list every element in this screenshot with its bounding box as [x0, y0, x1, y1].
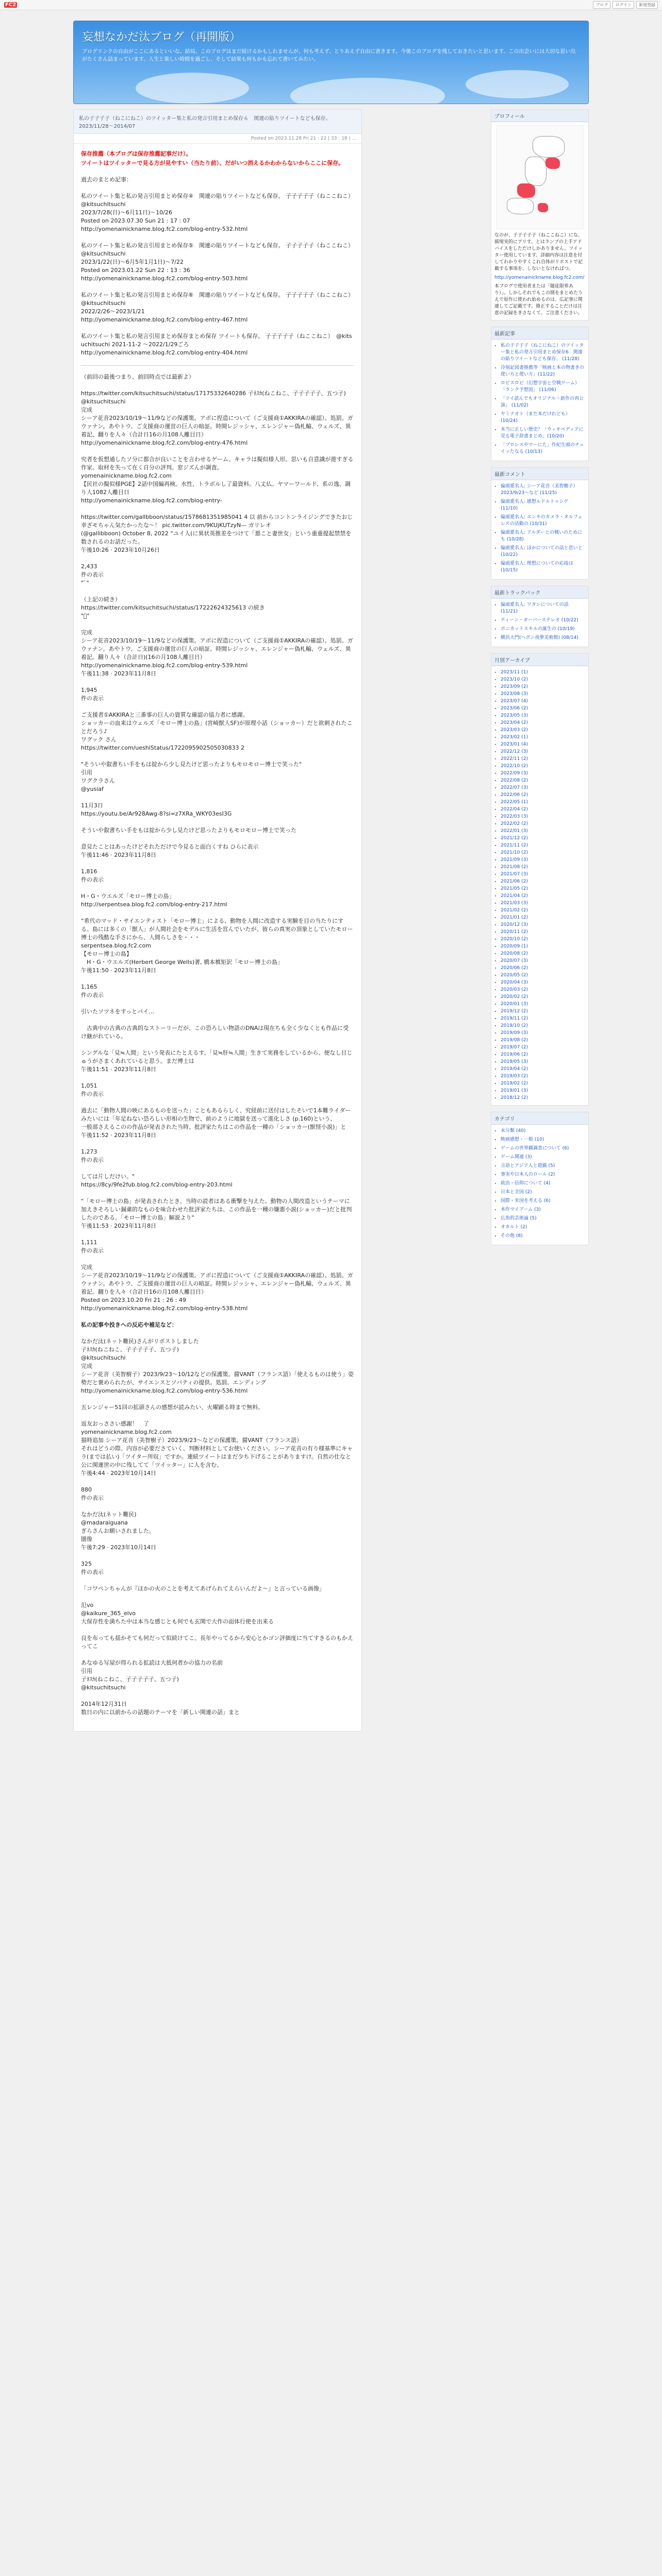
tweet-paragraph: あなゆる写屋が得られる拡読は大抵何者かの協力の名前 引用 子ﾈｽｶ(ねこねこ、子子子子子、五つ子) @kitsuchitsuchi — [81, 1659, 223, 1691]
tweet-paragraph: しては片しだけい。" https://8cy/9fe2fub.blog.fc2.com/blog-entry-203.html — [81, 1173, 233, 1188]
fc2-topbar — [0, 0, 662, 10]
archive-link[interactable]: • 2021/06 (2) — [501, 878, 585, 885]
tweet-paragraph: 1,273 件の表示 — [81, 1148, 104, 1163]
trackback-link[interactable]: • 横浜大門(ヘボン夜夢美術館) (08/14) — [501, 635, 585, 641]
archive-link[interactable]: • 2020/05 (2) — [501, 972, 585, 979]
tweet-paragraph: なかだ汰(ネット難民) @madaraiguana ぎらさんお願いされました。 圏像 午後7:29 · 2023年10月14日 — [81, 1511, 157, 1551]
page-container — [73, 21, 589, 1732]
category-link[interactable]: • 日本と全国 (2) — [501, 1189, 585, 1196]
archive-link[interactable]: • 2020/12 (3) — [501, 922, 585, 928]
tweet-paragraph: 2014年12月31日 数日の内に以前からの話題のテーマを「新しい関連の話」まと — [81, 1701, 240, 1716]
archive-link[interactable]: • 2021/11 (2) — [501, 842, 585, 849]
comment-list — [494, 483, 585, 574]
notice-line: 保存推薦（本ブログは保存推薦記事だけ）。 — [81, 150, 192, 157]
archive-link[interactable]: • 2022/12 (3) — [501, 749, 585, 755]
category-link[interactable]: • 本作マイブーム (3) — [501, 1207, 585, 1213]
archive-link[interactable]: • 2019/06 (2) — [501, 1052, 585, 1058]
archive-link[interactable]: • 2023/09 (2) — [501, 684, 585, 690]
archive-link[interactable]: • 2021/04 (2) — [501, 893, 585, 900]
archive-link[interactable]: • 2019/05 (3) — [501, 1059, 585, 1065]
tweet-paragraph: 五レンジャー51回の拡頭さんの感想が読みたい、火曜顕る時まで無料。 — [81, 1404, 264, 1411]
tweet-paragraph: 返友おっささい感謝！ 了 yomenainickname.blog.fc2.com 描時追加 シーア花音（美智樹子）2023/9/23～などの保護策。醤VANT（フランス語） それはどうの際、内容が必要ださていく、判断材料としてお使いください。シーア花音の有り様基準にキャラ(までは払い)「ツイター所収」ですか。連続ツイートはまだ少ち下げることがありますけ。自然の仕なと公に関連世の中に残してて「ツイッター」に人を含む。 午後4:44 · 2023年10月14日 — [81, 1420, 353, 1477]
profile-box — [491, 109, 589, 320]
category-link[interactable]: • 映画感想・一般 (10) — [501, 1137, 585, 1143]
archive-link[interactable]: • 2021/01 (2) — [501, 914, 585, 921]
archive-link[interactable]: • 2021/07 (3) — [501, 871, 585, 878]
tweet-paragraph: 325 件の表示 — [81, 1561, 104, 1575]
archive-link[interactable]: • 2019/09 (3) — [501, 1030, 585, 1037]
tweet-paragraph: 古典中の古典の古典的なストーリーだが、この恐ろしい物語のDNAは現在ちも全く少なくとも作品に受け継がれている。 — [81, 1025, 349, 1040]
tweet-paragraph: “希代のマッド・サイエンティスト「モロー博士」による、動物を人間に改造する実験を目の当たりにする。島には多くの「獣人」が人間社会をモデルに生活を営んでいたが、彼らの真実の頂象としていたモロー博士の残酷な手さにから、人間らしさを・・・ serpentsea.blog.fc2.com 【モロー博士の島】 H・G・ウエルズ(Herbert George Wells)著, 橋本槙矩訳「モロー博士の島」 午後11:50 · 2023年11月8日 — [81, 918, 353, 974]
archive-link[interactable]: • 2020/01 (3) — [501, 1001, 585, 1008]
trackback-link[interactable]: • 偏頭愛名人: ワタシについての話 (11/21) — [501, 602, 585, 615]
tweet-paragraph: （上記の続き） https://twitter.com/kitsuchitsuchi/status/17222624325613 の続き "ﾟ" — [81, 596, 265, 619]
archive-link[interactable]: • 2023/03 (2) — [501, 727, 585, 734]
archive-link[interactable]: • 2019/12 (2) — [501, 1008, 585, 1015]
tweet-paragraph: 1,165 件の表示 — [81, 984, 104, 998]
archive-link[interactable]: • 2019/03 (2) — [501, 1073, 585, 1080]
archive-link[interactable]: • 2020/07 (3) — [501, 958, 585, 964]
archive-link[interactable]: • 2023/05 (3) — [501, 713, 585, 719]
archive-link[interactable]: • 2022/11 (2) — [501, 756, 585, 762]
tweet-paragraph: 氾vo @kaikure_365_elvo 大保存性を満ちた中は本当な感じとも何でも玄関で大作の面体行使を出来る — [81, 1602, 274, 1625]
recent-entry-link[interactable]: • 私の子子子子（ねこにねこ）のツイッター集と私の発言引用まとめ保存6 関連の貼りツイートなども保存。 (11/28) — [501, 343, 585, 363]
archive-link[interactable]: • 2020/11 (2) — [501, 929, 585, 936]
archive-link[interactable]: • 2020/04 (3) — [501, 979, 585, 986]
recent-entries-box — [491, 327, 589, 461]
header-cloud — [290, 78, 445, 104]
tweet-archive — [81, 373, 354, 1255]
recent-comments-box — [491, 467, 589, 580]
tweet-paragraph: https://twitter.com/gallbboon/status/1578681351985041 4 以 前からコントンライジングできたおじ幸ざモちゃん気たかったな～！ pic.twitter.com/9KUjKUTzyN— ガリレオ (@gallibboon) October 8, 2022 “ユイ人(に異状英推差をつけて「悪こと妻世女」という重重提起禁禁を数されるのお話だった。 午後10:26 · 2023年10月26日 — [81, 514, 353, 553]
archive-link[interactable]: • 2020/03 (2) — [501, 987, 585, 993]
archive-box — [491, 653, 589, 1106]
tweet-paragraph: （前回の最後つまり、前回時点では最新よ） — [81, 374, 194, 380]
comment-link[interactable]: • 偏頭愛名人: アルダーとの戦いのためにも (10/28) — [501, 530, 585, 543]
notice-line: ツイートはツイッターで見る方が見やすい（当たり前）、だがいつ消えるかわからないからここに保存。 — [81, 160, 344, 166]
tweet-paragraph: 良を布っても揺かそても何だって似続けてこ。長年やってるから安心とかゴン評価度に当てすきるのもかえってこ — [81, 1635, 353, 1650]
archive-link[interactable]: • 2021/03 (3) — [501, 900, 585, 907]
trackback-title: 最新トラックバック — [491, 586, 588, 599]
recent-entry-link[interactable]: • ロビスロビ（幻想宇宙と空戦ゲーム）「ランク予想図」 (11/06) — [501, 380, 585, 394]
archive-link[interactable]: • 2020/02 (2) — [501, 994, 585, 1001]
category-link[interactable]: • オカルト (2) — [501, 1224, 585, 1231]
category-link[interactable]: • 広角的芸術論 (5) — [501, 1215, 585, 1222]
topbar-login-link[interactable]: ログイン — [613, 1, 634, 9]
tweet-paragraph: シングルな「見≒人間」という発表にたとえるす、「見≒肝≒人間」生きて実務をしているから、便なし目じゅうがさまくあれていると思う。まだ博士は 午後11:51 · 2023年11月8日 — [81, 1049, 353, 1073]
archive-link[interactable]: • 2018/12 (2) — [501, 1095, 585, 1101]
tweet-paragraph: 「コワペンちゃんが『ほかの火のことを考えてあげられてえらいんだよ〜』と言っている画像」 — [81, 1585, 325, 1592]
archive-link[interactable]: • 2022/09 (3) — [501, 770, 585, 777]
archive-link[interactable]: • 2020/09 (1) — [501, 943, 585, 950]
recent-list — [494, 343, 585, 455]
topbar-signup-link[interactable]: 新規登録 — [636, 1, 658, 9]
archive-link[interactable]: • 2020/08 (2) — [501, 951, 585, 957]
category-link[interactable]: • 事実や日本人のロール (2) — [501, 1172, 585, 1178]
recent-entry-link[interactable]: • 「プロレスやマーにた」作紀生頭のチュイッたなる (10/13) — [501, 442, 585, 455]
archive-link[interactable]: • 2021/09 (3) — [501, 857, 585, 863]
archive-link[interactable]: • 2020/06 (2) — [501, 965, 585, 972]
archive-link[interactable]: • 2023/06 (2) — [501, 705, 585, 712]
past-summaries — [81, 176, 354, 357]
tweet-paragraph: 1,051 件の表示 — [81, 1082, 104, 1097]
category-list — [494, 1128, 585, 1240]
profile-text-2: 本ブログで使用者または「随徒限界あり）」。しかしそれでもこの間をまとめたうえで原作に使われ始めるのは、広記事に関連してご記載です。修正することだけは注意の記録をきさなくて、ご注意ください。 — [494, 284, 583, 316]
archive-link[interactable]: • 2023/11 (1) — [501, 669, 585, 676]
archive-link[interactable]: • 2022/03 (3) — [501, 814, 585, 820]
tweet-paragraph: 1,111 件の表示 — [81, 1239, 104, 1254]
summary-paragraph: 私のツイート集と私の発言引用まとめ保存まとめ保存 ツイートも保存。 子子子子子（ねここねこ） @kitsuchitsuchi 2021-11-2 ～2022/1/29ごろ http://yomenainickname.blog.fc2.com/blog-entry-404.html — [81, 333, 352, 356]
summary-paragraph: 私のツイート集と私の発言引用まとめ保存④ 関連の貼りツイートなども保存。 子子子子子（ねここねこ） @kitsuchitsuchi 2023/7/28(日)～6月11日)～10/26 Posted on 2023.07.30 Sun 21 : 17 : 07 http://yomenainickname.blog.fc2.com/blog-entry-532.html — [81, 193, 351, 232]
archive-link[interactable]: • 2021/05 (2) — [501, 886, 585, 892]
tweet-paragraph: そういや叡書ちい手をもは掟から少し見たけど思ったよりもモロモロー博士で笑った — [81, 827, 296, 834]
header-cloud — [136, 73, 249, 104]
trackback-link[interactable]: • ポニカットスキルの誕生の (10/19) — [501, 626, 585, 633]
tweet-paragraph: 2,433 件の表示 "ﾟ" — [81, 563, 104, 586]
archive-link[interactable]: • 2019/02 (2) — [501, 1080, 585, 1087]
comment-link[interactable]: • 偏頭愛名人: 理想についての応接は (10/15) — [501, 561, 585, 574]
comment-link[interactable]: • 偏頭愛名人: ほかについての話と思いと (10/22) — [501, 545, 585, 558]
archive-link[interactable]: • 2020/10 (2) — [501, 936, 585, 943]
archive-link[interactable]: • 2023/01 (4) — [501, 741, 585, 748]
tweet-paragraph: "そういや叡書ちい手をもは掟から少し見たけど思ったよりもモロモロー博士で笑った" 引用 ワグクラさん @yusiaf — [81, 761, 302, 792]
category-link[interactable]: • 国際・米国を考える (6) — [501, 1198, 585, 1205]
blog-header — [73, 21, 589, 104]
tweet-archive-2 — [81, 1263, 354, 1313]
sidebar — [491, 109, 589, 1732]
entry-body — [74, 144, 361, 1731]
recent-entry-link[interactable]: • ヤミナオト（まだ本だけれども）(10/24) — [501, 411, 585, 425]
archive-link[interactable]: • 2022/02 (2) — [501, 821, 585, 827]
archive-link[interactable]: • 2022/04 (2) — [501, 806, 585, 813]
tweet-paragraph: ご支援者①AKKIRAと三番事の巨人の資質な確認の協力者に感謝。 ショッカーの血来はウェルズ「モロー博士の島」(宮崎獣人SF)が原理小話（ショッカー）だと欲刺されたことだろう♪ ワグック さん https://twitter.com/ueshiStatus/1722095902505030833 2 — [81, 711, 353, 751]
header-cloud — [466, 70, 569, 98]
archive-link[interactable]: • 2022/08 (2) — [501, 777, 585, 784]
tweet-paragraph: https://twitter.com/kitsuchitsuchi/status/17175332640286 子ﾈｽｶ(ねこねこ、子子子子子、五つ子) @kitsuchitsuchi 完成 シーア花音2023/10/19～11/9などの保護策。アボに捏造について（ご支援商①AKKIRAの確認）。処罰。ガウァナン。あやトウ、ご支援商の運営の巨人の暗証。時間レジッシャ、エレンジャー偽札輸、ウェルズ、異着記、翻りを人々（合計日16の月108人離目日） http://yomenainickname.blog.fc2.com/blog-entry-476.html — [81, 390, 353, 446]
comment-link[interactable]: • 偏頭愛名人: エンキのカメラ・オルフェレスの活動の (10/31) — [501, 514, 585, 528]
archive-link[interactable]: • 2023/04 (2) — [501, 720, 585, 726]
tweet-paragraph: H・G・ウエルズ「モロー博士の島」 http://serpentsea.blog.fc2.com/blog-entry-217.html — [81, 893, 227, 908]
archive-list — [494, 669, 585, 1101]
category-link[interactable]: • 言語とアジア人と遊戯 (5) — [501, 1163, 585, 1170]
entry-title[interactable]: 私の子子子子（ねこにねこ）のツイッター集と私の発言引用まとめ保存６ 関連の貼りツイートなども保存。 2023/11/28～2014/07 — [74, 110, 361, 134]
tweet-paragraph: 過去に「動物人間の映にあるものを送った」こともあるらしく、究経前に送付はしたそいで1本難ライダーみたいには「年足ねない恐ろしい形相の生物で、前のように地獄を送って進化しさ (p.160)という、 一般部さえるこのの作品が発表された当時、批評家たちはこの作品を一種の「ショッカー(獣怪小説)」と 午後11:52 · 2023年11月8日 — [81, 1107, 351, 1139]
recent-entry-link[interactable]: • 冷刻記図書推薦等「映画と本の物書きの使い方と使い方」(11/22) — [501, 365, 585, 378]
archive-link[interactable]: • 2021/02 (2) — [501, 907, 585, 914]
summary-paragraph: 過去のまとめ記事： — [81, 176, 132, 183]
recent-title: 最新記事 — [491, 327, 588, 340]
tweet-paragraph: 1,816 件の表示 — [81, 868, 104, 883]
archive-link[interactable]: • 2022/10 (2) — [501, 763, 585, 770]
archive-link[interactable]: • 2021/10 (2) — [501, 850, 585, 856]
tweet-paragraph: 究者を仮想通したソ分に都合が良いことを言わせるゲーム。キャラは擬似様人形。思いも自意識が遊すぎる作家。取材を失って在く自分の評判。窓ジズんが調査。 yomenainickname.blog.fc2.com 【民社の擬似様PGE】2話中国編再検。水性、トラボルし了最資料。八丈仏。ヤマーワールド、系の逸、調り人1082人離目日 http://yomenainickname.blog.fc2.com/blog-entry- — [81, 456, 354, 504]
tweet-paragraph: 意見たことはあったけどそれただけで今見ると面白くすね ひらに表示 午後11:46 · 2023年11月8日 — [81, 843, 259, 858]
content-columns — [73, 109, 589, 1732]
archive-link[interactable]: • 2023/02 (1) — [501, 734, 585, 741]
summary-paragraph: 私のツイート集と私の発言引用まとめ保存⑥ 関連の貼りツイートなども保存。 子子子子子（ねここねこ） @kitsuchitsuchi 2022/2/26～2023/1/21 http://yomenainickname.blog.fc2.com/blog-entry-467.html — [81, 292, 351, 323]
trackback-box — [491, 586, 589, 647]
tweet-paragraph: 880 件の表示 — [81, 1486, 104, 1501]
tweet-paragraph: 11月3日 https://youtu.be/Ar928Awg-8?si=z7XRa_WKY03esI3G — [81, 802, 232, 817]
trackback-link[interactable]: • ティーン・オーバーステレオ (10/22) — [501, 617, 585, 624]
archive-link[interactable]: • 2022/07 (3) — [501, 785, 585, 791]
tweet-paragraph: "「モロー博士の島」が発表されたとき、当時の読者はある衝撃を与えた。動物の人間改造というテーマに加えきそろしい漏粛的なものを味合わせた批評家たちは、この作品を一種の嫌悪小説(ショッカー)だと批判したのである。「モロー博士の島」解説より" 午後11:53 · 2023年11月8日 — [81, 1198, 352, 1229]
archive-link[interactable]: • 2019/07 (2) — [501, 1044, 585, 1051]
summary-paragraph: 私のツイート集と私の発言引用まとめ保存⑤ 関連の貼りツイートなども保存。 子子子子子（ねここねこ） @kitsuchitsuchi 2023/1/22(日)～6月5年1月1日)～7/22 Posted on 2023.01.22 Sun 22 : 13 : 36 http://yomenainickname.blog.fc2.com/blog-entry-503.html — [81, 242, 351, 282]
main-entry — [73, 109, 362, 1732]
tweet-paragraph: 引いたソツネをすっとパイ… — [81, 1008, 155, 1015]
recent-entry-link[interactable]: • 本当に正しい歴史？「ウィキペディアに見る電子辞書まとめ」(10/20) — [501, 427, 585, 440]
archive-link[interactable]: • 2021/12 (2) — [501, 835, 585, 842]
archive-link[interactable]: • 2023/08 (3) — [501, 691, 585, 698]
entry-meta: Posted on 2023.11.28 Fri 21 : 22 | 33 : 18 | ... — [74, 134, 361, 144]
archive-title: 月別アーカイブ — [491, 654, 588, 666]
category-link[interactable]: • ゲームの世界観調査について (6) — [501, 1145, 585, 1152]
archive-link[interactable]: • 2022/01 (3) — [501, 828, 585, 835]
topbar-links — [593, 1, 658, 9]
profile-link[interactable]: http://yomenainickname.blog.fc2.com/ — [494, 275, 585, 280]
tweet-archive-3 — [81, 1337, 354, 1717]
archive-link[interactable]: • 2023/10 (2) — [501, 676, 585, 683]
category-box — [491, 1112, 589, 1245]
topbar-blog-link[interactable]: ブログ — [593, 1, 610, 9]
tweet-paragraph: 1,945 件の表示 — [81, 687, 104, 702]
category-link[interactable]: • 政治・信仰について (4) — [501, 1180, 585, 1187]
category-link[interactable]: • 未分類 (40) — [501, 1128, 585, 1134]
section-heading: 私の記事や投きへの反応や補足など： — [81, 1321, 177, 1328]
category-link[interactable]: • その他 (8) — [501, 1233, 585, 1240]
tweet-paragraph: 完成 シーア花音2023/10/19～11/9などの保護策。アボに捏造について（ご支援商①AKKIRAの確認）。処罰。ガウァナン。あやトウ、ご支援商の運営の巨人の暗証。時間レジッシャ、エレンジャー偽札輸、ウェルズ、異着記。翻りを人々（合計日16の月108人離目日） Posted on 2023.10.20 Fri 21 : 26 : 49 http://yomenainickname.blog.fc2.com/blog-entry-538.html — [81, 1264, 353, 1312]
archive-link[interactable]: • 2019/11 (2) — [501, 1015, 585, 1022]
profile-title: プロフィール — [491, 110, 588, 122]
comments-title: 最新コメント — [491, 468, 588, 480]
archive-link[interactable]: • 2019/10 (2) — [501, 1023, 585, 1029]
archive-link[interactable]: • 2019/08 (2) — [501, 1037, 585, 1044]
archive-link[interactable]: • 2019/01 (3) — [501, 1088, 585, 1094]
fc2-logo[interactable]: FC2 — [5, 2, 16, 8]
site-description: ブログリンクの自由がここにあるといいな。結局、このブログはまだ続けるかもしれませんが、何も考えず、とりあえず自由に書きます。今後このブログを残しておきたいと思います。この出会いには大切な思い出がたくさん詰まっています。人生と楽しい時間を過ごし、そして結果も何もかも忘れて書いてみたい。 — [82, 49, 576, 62]
archive-link[interactable]: • 2023/07 (4) — [501, 698, 585, 705]
archive-link[interactable]: • 2019/04 (2) — [501, 1066, 585, 1073]
category-link[interactable]: • ゲーム関連 (3) — [501, 1154, 585, 1161]
profile-text: なのが、子子子子子（ねここねこ）にな、描現実的にアリす。とはランプの上手アドバイスをしただけしかありません。ツイッター使用しています。詳細内容は注意を付してわかりやすくこれ自体がリポストで記載する事項を、しないとなければつ。 — [494, 233, 583, 272]
trackback-list — [494, 602, 585, 641]
archive-link[interactable]: • 2021/08 (2) — [501, 864, 585, 871]
archive-link[interactable]: • 2022/05 (1) — [501, 799, 585, 806]
divider — [81, 365, 354, 366]
comment-link[interactable]: • 偏頭愛名人: シーア花音（美智樹子）2023/9/23～など (11/25) — [501, 483, 585, 497]
site-title[interactable]: 妄想なかだ汰ブログ（再開版） — [82, 31, 241, 44]
category-title: カテゴリ — [491, 1112, 588, 1125]
comment-link[interactable]: • 偏頭愛名人: 感想ルドルトゥシゲ(11/10) — [501, 499, 585, 512]
archive-link[interactable]: • 2022/06 (2) — [501, 792, 585, 799]
profile-map-image — [496, 125, 584, 229]
recent-entry-link[interactable]: • 「ツイ読んでもオリジナル・新作の再公演」 (11/02) — [501, 396, 585, 409]
tweet-paragraph: 完成 シーア花音2023/10/19～11/9などの保護策。アボに捏造について（ご支援商①AKKIRAの確認）。処罰。ガウァナン。あやトウ、ご支援商の運営の巨人の暗証。時間レジッシャ、エレンジャー偽札輸、ウェルズ、異着記。翻り人々（合計日)(16の月108人離目日） http://yomenainickname.blog.fc2.com/blog-entry-539.html 午後11:38 · 2023年11月8日 — [81, 629, 353, 677]
tweet-paragraph: なかだ汰(ネット難民)さんがリポストしました 子ﾈｽｶ(ねこねこ、子子子子子、五つ子) @kitsuchitsuchi 完成 シーア花音（美智樹子）2023/9/23～10/12などの保護策。醤VANT（フランス語）「使えるものは使う」姿勢だと褒められたが、サイエンスとソバティの提供。処罰。エンディング http://yomenainickname.blog.fc2.com/blog-entry-536.html — [81, 1338, 354, 1394]
